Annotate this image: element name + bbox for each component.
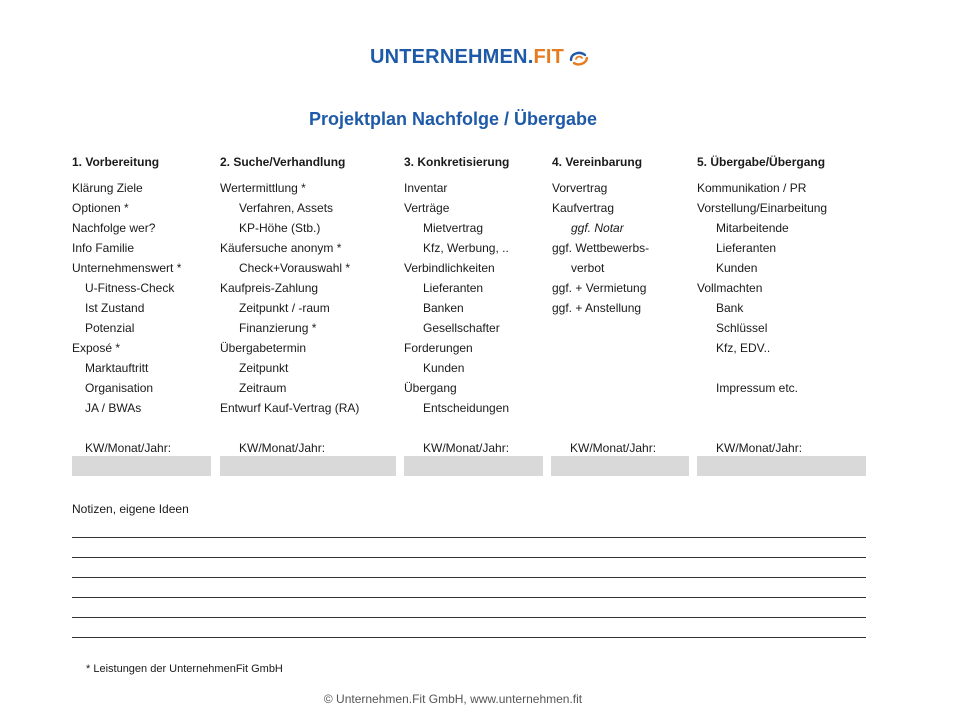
notes-line[interactable] [72, 637, 866, 638]
list-item: Vollmachten [697, 281, 763, 295]
list-item: Kommunikation / PR [697, 181, 807, 195]
list-item: KP-Höhe (Stb.) [239, 221, 321, 235]
list-item: Käufersuche anonym * [220, 241, 342, 255]
column-heading: 5. Übergabe/Übergang [697, 155, 826, 169]
list-item: Übergang [404, 381, 457, 395]
list-item: Unternehmenswert * [72, 261, 182, 275]
footnote: * Leistungen der UnternehmenFit GmbH [86, 663, 283, 675]
column-konkretisierung [404, 155, 509, 421]
list-item: Schlüssel [716, 321, 768, 335]
list-item: Entscheidungen [423, 401, 510, 415]
list-item: ggf. + Anstellung [552, 301, 642, 315]
list-item: Vorvertrag [552, 181, 608, 195]
column-vereinbarung [552, 155, 649, 321]
column-heading: 2. Suche/Verhandlung [220, 155, 346, 169]
list-item: Ist Zustand [85, 301, 145, 315]
list-item: Klärung Ziele [72, 181, 143, 195]
list-item: Forderungen [404, 341, 473, 355]
kw-label: KW/Monat/Jahr: [239, 441, 326, 455]
list-item: Verträge [404, 201, 450, 215]
copyright: © Unternehmen.Fit GmbH, www.unternehmen.fit [323, 692, 583, 706]
list-item: ggf. + Vermietung [552, 281, 647, 295]
column-heading: 3. Konkretisierung [404, 155, 510, 169]
list-item: Lieferanten [716, 241, 777, 255]
kw-input-vereinbarung[interactable] [551, 456, 689, 476]
list-item: Verbindlichkeiten [404, 261, 495, 275]
list-item: Zeitraum [239, 381, 287, 395]
list-item: Kaufvertrag [552, 201, 615, 215]
notes-line[interactable] [72, 597, 866, 598]
logo-text-fit: FIT [533, 46, 565, 68]
kw-input-uebergabe[interactable] [697, 456, 866, 476]
logo [0, 46, 960, 69]
page-title: Projektplan Nachfolge / Übergabe [308, 109, 598, 129]
kw-label: KW/Monat/Jahr: [570, 441, 657, 455]
kw-label: KW/Monat/Jahr: [423, 441, 510, 455]
notes-line[interactable] [72, 537, 866, 538]
list-item: Banken [423, 301, 464, 315]
list-item: Potenzial [85, 321, 135, 335]
kw-input-vorbereitung[interactable] [72, 456, 211, 476]
notes-line[interactable] [72, 577, 866, 578]
logo-text-unternehmen: UNTERNEHMEN. [369, 46, 534, 68]
list-item: verbot [571, 261, 605, 275]
list-item: Exposé * [72, 341, 121, 355]
list-item: Kunden [423, 361, 465, 375]
list-item: JA / BWAs [85, 401, 142, 415]
list-item: Zeitpunkt / -raum [239, 301, 330, 315]
kw-input-suche[interactable] [220, 456, 396, 476]
column-uebergabe [697, 155, 827, 401]
notes-label: Notizen, eigene Ideen [72, 502, 189, 516]
column-heading: 4. Vereinbarung [552, 155, 643, 169]
kw-input-konkretisierung[interactable] [404, 456, 543, 476]
column-suche-verhandlung [220, 155, 359, 421]
list-item: Kaufpreis-Zahlung [220, 281, 319, 295]
column-vorbereitung [72, 155, 181, 421]
list-item: Organisation [85, 381, 154, 395]
list-item: Verfahren, Assets [239, 201, 334, 215]
list-item: U-Fitness-Check [85, 281, 175, 295]
list-item: Übergabetermin [220, 341, 307, 355]
list-item: Mitarbeitende [716, 221, 789, 235]
list-item: ggf. Notar [571, 221, 624, 235]
list-item: Marktauftritt [85, 361, 149, 375]
list-item: Entwurf Kauf-Vertrag (RA) [220, 401, 360, 415]
list-item: Check+Vorauswahl * [239, 261, 351, 275]
list-item: Kfz, EDV.. [716, 341, 771, 355]
list-item: Impressum etc. [716, 381, 799, 395]
list-item: Info Familie [72, 241, 135, 255]
list-item: Lieferanten [423, 281, 484, 295]
list-item [697, 361, 827, 381]
list-item: Kunden [716, 261, 758, 275]
kw-label: KW/Monat/Jahr: [716, 441, 803, 455]
list-item: Inventar [404, 181, 448, 195]
column-heading: 1. Vorbereitung [72, 155, 160, 169]
kw-label: KW/Monat/Jahr: [85, 441, 172, 455]
list-item: Gesellschafter [423, 321, 500, 335]
list-item: ggf. Wettbewerbs- [552, 241, 650, 255]
notes-line[interactable] [72, 557, 866, 558]
list-item: Vorstellung/Einarbeitung [697, 201, 828, 215]
list-item: Wertermittlung * [220, 181, 306, 195]
list-item: Finanzierung * [239, 321, 317, 335]
list-item: Nachfolge wer? [72, 221, 156, 235]
list-item: Kfz, Werbung, .. [423, 241, 509, 255]
logo-swirl-icon [568, 49, 590, 67]
list-item: Mietvertrag [423, 221, 484, 235]
notes-line[interactable] [72, 617, 866, 618]
list-item: Bank [716, 301, 744, 315]
list-item: Optionen * [72, 201, 129, 215]
list-item: Zeitpunkt [239, 361, 289, 375]
